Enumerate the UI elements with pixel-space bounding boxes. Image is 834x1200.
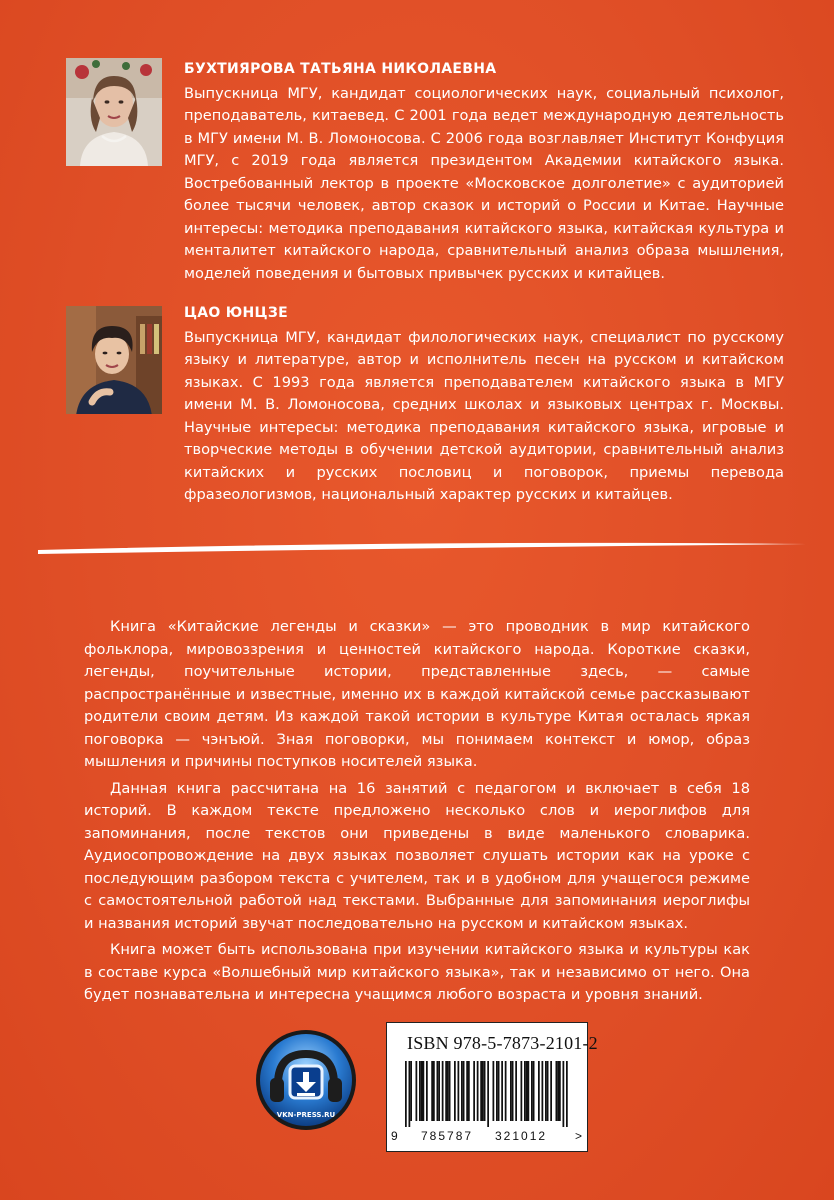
isbn-barcode-box (386, 1022, 598, 1152)
barcode-bar (416, 1061, 418, 1121)
barcode-bar (423, 1061, 425, 1121)
barcode-icon (401, 1061, 573, 1127)
barcode-bar (559, 1061, 561, 1121)
barcode-bar (431, 1061, 433, 1121)
barcode-bar (515, 1061, 517, 1121)
author-name-2: ЦАО ЮНЦЗЕ (184, 305, 288, 321)
barcode-bar (557, 1061, 559, 1121)
barcode-bar (566, 1061, 568, 1127)
barcode-bar (501, 1061, 503, 1121)
barcode-bar (473, 1061, 475, 1121)
audio-badge-label: VKN-PRESS.RU (276, 1111, 336, 1119)
barcode-bar (410, 1061, 412, 1121)
barcode-bar (454, 1061, 456, 1121)
description-paragraph-3: Книга может быть использована при изучении китайского языка и культуры как в составе курса «Волшебный мир китайского языка», так и независимо от него. Она будет познавательна и интересна учащимся любого возраста и уровня знаний. (84, 941, 750, 1003)
barcode-bar (458, 1061, 460, 1121)
decorative-divider (0, 536, 834, 566)
barcode-bar (493, 1061, 495, 1121)
barcode-bar (466, 1061, 468, 1121)
isbn-text: ISBN 978-5-7873-2101-2 (407, 1033, 598, 1053)
barcode-bar (409, 1061, 411, 1127)
barcode-arrow: > (575, 1129, 583, 1143)
barcode-bar (498, 1061, 500, 1121)
barcode-bar (468, 1061, 470, 1121)
barcode-bar (421, 1061, 423, 1121)
author-bio-2: Выпускница МГУ, кандидат филологических наук, специалист по русскому языку и литературе, автор и исполнитель песен на русском и китайском языках. С 1993 года является преподавателем китайского языка в МГУ имени М. В. Ломоносова, средних школах и языковых центрах г. Москвы. Научные интересы: методика преподавания китайского языка, игровые и творческие методы в обучении детской аудитории, сравнительный анализ китайских и русских пословиц и поговорок, приемы перевода фразеологизмов, национальный характер русских и китайцев. (184, 328, 784, 503)
author-name-1: БУХТИЯРОВА ТАТЬЯНА НИКОЛАЕВНА (184, 61, 497, 77)
barcode-bar (542, 1061, 544, 1121)
barcode-bar (484, 1061, 486, 1121)
barcode-bar (461, 1061, 463, 1121)
barcode-digits-right: 321012 (495, 1129, 548, 1143)
author-block-2 (66, 302, 786, 502)
barcode-bar (433, 1061, 435, 1121)
barcode-bar (528, 1061, 530, 1121)
barcode-bar (463, 1061, 465, 1121)
barcode-bar (419, 1061, 421, 1121)
barcode-bar (487, 1061, 489, 1127)
barcode-bar (437, 1061, 439, 1121)
barcode-bar (480, 1061, 482, 1121)
description-paragraph-2: Данная книга рассчитана на 16 занятий с педагогом и включает в себя 18 историй. В каждом тексте предложено несколько слов и иероглифов для запоминания, после текстов они приведены в виде маленького словарика. Аудиосопровождение на двух языках позволяет слушать истории как на уроке с последующим разбором текста с учителем, так и в удобном для учащегося режиме с самостоятельной работой над текстами. Выбранные для запоминания иероглифы и названия историй звучат последовательно на русском и китайском языках. (84, 779, 750, 932)
author-photo-1 (66, 58, 162, 166)
barcode-bar (426, 1061, 428, 1121)
barcode-bar (505, 1061, 507, 1121)
barcode-bar (521, 1061, 523, 1121)
barcode-bar (445, 1061, 447, 1121)
author-text-2 (184, 302, 784, 507)
barcode-bar (545, 1061, 547, 1121)
barcode-digit-first: 9 (391, 1129, 398, 1143)
barcode-bar (496, 1061, 498, 1121)
barcode-bar (449, 1061, 451, 1121)
barcode-bar (482, 1061, 484, 1121)
barcode-bar (510, 1061, 512, 1121)
barcode-bar (563, 1061, 565, 1127)
barcode-bar (512, 1061, 514, 1121)
barcode-bar (547, 1061, 549, 1121)
author-text-1 (184, 58, 784, 285)
barcode-digits-left: 785787 (421, 1129, 474, 1143)
barcode-bar (526, 1061, 528, 1121)
author-block-1 (66, 58, 786, 282)
barcode-bar (438, 1061, 440, 1121)
barcode-bar (447, 1061, 449, 1121)
audio-download-badge[interactable] (254, 1028, 358, 1132)
barcode-bar (533, 1061, 535, 1121)
book-description (84, 616, 750, 1011)
author-bio-1: Выпускница МГУ, кандидат социологических наук, социальный психолог, преподаватель, китаевед. С 2001 года ведет международную деятельность в МГУ имени М. В. Ломоносова. С 2006 года возглавляет Институт Конфуция МГУ, с 2019 года является президентом Академии китайского языка. Востребованный лектор в проекте «Московское долголетие» с аудиторией более тысячи человек, автор сказок и историй о России и Китае. Научные интересы: методика преподавания китайского языка, китайская культура и менталитет китайского народа, сравнительный анализ образа мышления, моделей поведения и бытовых привычек русских и китайцев. (184, 84, 784, 282)
barcode-bar (477, 1061, 479, 1121)
barcode-bar (556, 1061, 558, 1121)
barcode-bar (524, 1061, 526, 1121)
barcode-bar (538, 1061, 540, 1121)
barcode-bar (550, 1061, 552, 1121)
author-photo-2 (66, 306, 162, 414)
barcode-bar (405, 1061, 407, 1127)
barcode-bar (442, 1061, 444, 1121)
description-paragraph-1: Книга «Китайские легенды и сказки» — это проводник в мир китайского фольклора, мировоззрения и ценностей китайского народа. Короткие сказки, легенды, поучительные истории, представленные здесь, — самые распространённые и известные, именно их в каждой китайской семье рассказывают родители своим детям. Из каждой такой истории в культуре Китая осталась яркая поговорка — чэнъюй. Зная поговорки, мы понимаем контекст и юмор, образ мышления и причины поступков носителей языка. (84, 618, 750, 770)
barcode-bar (531, 1061, 533, 1121)
